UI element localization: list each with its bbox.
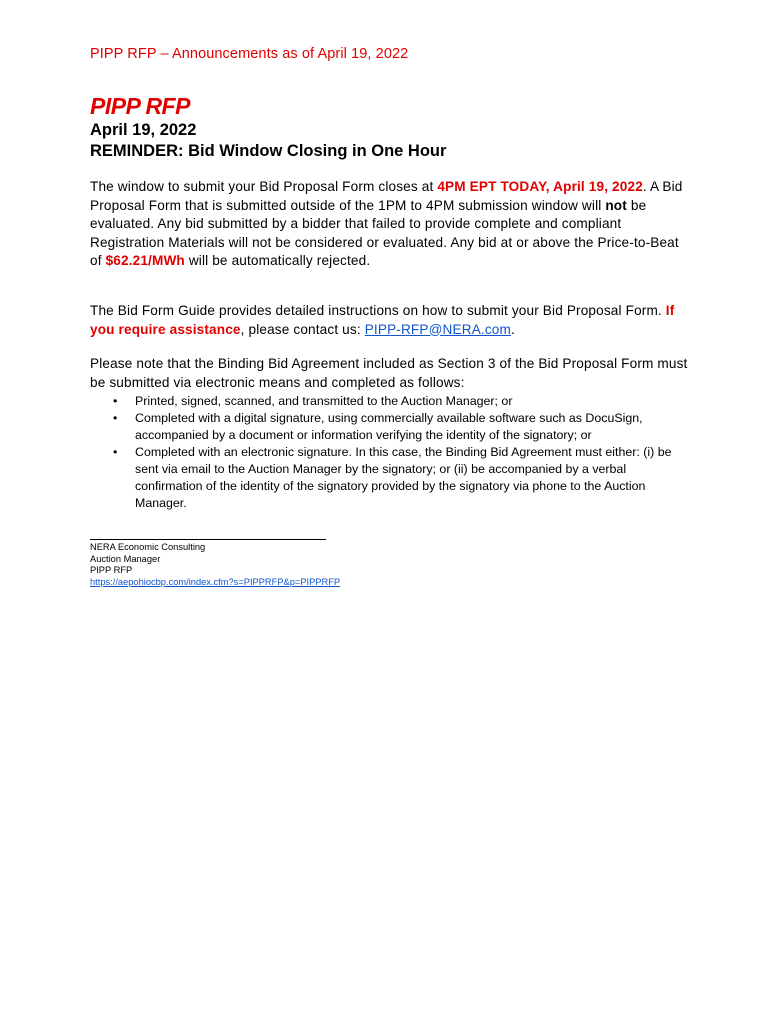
footer-role: Auction Manager [90, 553, 161, 564]
assistance-highlight: If you require assistance [90, 303, 675, 337]
footer-divider [90, 539, 326, 540]
paragraph-text: The window to submit your Bid Proposal Form closes at [90, 179, 438, 194]
contact-email-link[interactable]: PIPP-RFP@NERA.com [364, 321, 511, 337]
deadline-paragraph [90, 178, 692, 271]
list-item-text: Completed with an electronic signature. In this case, the Binding Bid Agreement must either: (i) be sent via email to the Auction Manager by the signatory; or (ii) be accompanied by a verbal confirmation of the identity of the signatory provided by the signatory via phone to the Auction Manager. [135, 445, 672, 510]
footer-program: PIPP RFP [90, 565, 133, 575]
paragraph-text: . [510, 321, 515, 337]
paragraph-text: will be automatically rejected. [184, 253, 371, 269]
list-item [90, 393, 690, 410]
footer-url-link[interactable]: https://aepohiocbp.com/index.cfm?s=PIPPRFP&p=PIPPRFP [90, 576, 341, 587]
list-item-text: Printed, signed, scanned, and transmitted to the Auction Manager; or [135, 394, 513, 408]
announcement-title: PIPP RFP [90, 93, 190, 119]
footer-organization: NERA Economic Consulting [90, 542, 206, 552]
running-header: PIPP RFP – Announcements as of April 19, 2022 [90, 46, 409, 62]
announcement-date: April 19, 2022 [90, 121, 197, 139]
list-item [90, 410, 690, 444]
assistance-paragraph [90, 302, 692, 339]
bullet-icon: • [113, 411, 118, 425]
binding-bid-paragraph: Please note that the Binding Bid Agreement included as Section 3 of the Bid Proposal Form must be submitted via electronic means and completed as follows: [90, 356, 688, 390]
paragraph-text: The Bid Form Guide provides detailed instructions on how to submit your Bid Proposal Form. [90, 303, 666, 318]
announcement-subject: REMINDER: Bid Window Closing in One Hour [90, 142, 447, 160]
not-emphasis: not [605, 197, 627, 213]
list-item-text: Completed with a digital signature, using commercially available software such as DocuSign, accompanied by a document or information verifying the identity of the signatory; or [135, 411, 643, 442]
bullet-icon: • [113, 394, 118, 408]
paragraph-text: , please contact us: [240, 321, 365, 337]
submission-methods-list [90, 393, 690, 512]
bullet-icon: • [113, 445, 118, 459]
price-to-beat: $62.21/MWh [105, 253, 185, 269]
list-item [90, 444, 690, 512]
paragraph-text: be evaluated. Any bid submitted by a bidder that failed to provide complete and compliant Registration Materials will not be considered or evaluated. Any bid at or above the Price-to-Beat of [90, 197, 679, 269]
paragraph-text: . A Bid Proposal Form that is submitted outside of the 1PM to 4PM submission window will [90, 179, 683, 213]
deadline-highlight: 4PM EPT TODAY, April 19, 2022 [437, 179, 643, 194]
